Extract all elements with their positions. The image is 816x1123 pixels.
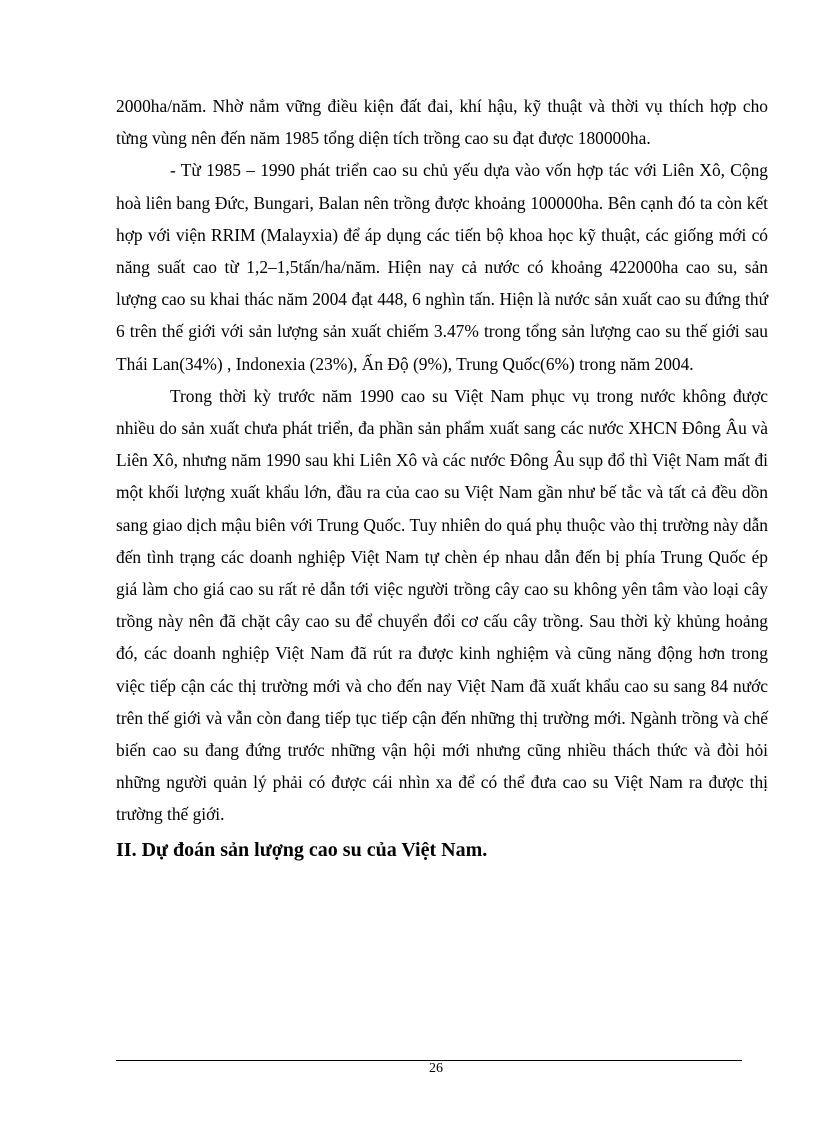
paragraph-continuation: 2000ha/năm. Nhờ nắm vững điều kiện đất đai, khí hậu, kỹ thuật và thời vụ thích hợp cho từng vùng nên đến năm 1985 tổng diện tích trồng cao su đạt được 180000ha. [116,96,768,149]
page-body [116,90,768,865]
page-number: 26 [429,1061,443,1076]
section-heading: II. Dự đoán sản lượng cao su của Việt Nam. [116,838,488,861]
paragraph-bullet-1985-1990: - Từ 1985 – 1990 phát triển cao su chủ yếu dựa vào vốn hợp tác với Liên Xô, Cộng hoà liên bang Đức, Bungari, Balan nên trồng được khoảng 100000ha. Bên cạnh đó ta còn kết hợp với viện RRIM (Malayxia) để áp dụng các tiến bộ khoa học kỹ thuật, các giống mới có năng suất cao từ 1,2–1,5tấn/ha/năm. Hiện nay cả nước có khoảng 422000ha cao su, sản lượng cao su khai thác năm 2004 đạt 448, 6 nghìn tấn. Hiện là nước sản xuất cao su đứng thứ 6 trên thế giới với sản lượng sản xuất chiếm 3.47% trong tổng sản lượng cao su thế giới sau Thái Lan(34%) , Indonexia (23%), Ấn Độ (9%), Trung Quốc(6%) trong năm 2004. [116,160,768,374]
paragraph-before-1990: Trong thời kỳ trước năm 1990 cao su Việt Nam phục vụ trong nước không được nhiều do sản xuất chưa phát triển, đa phần sản phẩm xuất sang các nước XHCN Đông Âu và Liên Xô, nhưng năm 1990 sau khi Liên Xô và các nước Đông Âu sụp đổ thì Việt Nam mất đi một khối lượng xuất khẩu lớn, đầu ra của cao su Việt Nam gần như bế tắc và tất cả đều dồn sang giao dịch mậu biên với Trung Quốc. Tuy nhiên do quá phụ thuộc vào thị trường này dẫn đến tình trạng các doanh nghiệp Việt Nam tự chèn ép nhau dẫn đến bị phía Trung Quốc ép giá làm cho giá cao su rất rẻ dẫn tới việc người trồng cây cao su không yên tâm vào loại cây trồng này nên đã chặt cây cao su để chuyển đổi cơ cấu cây trồng. Sau thời kỳ khủng hoảng đó, các doanh nghiệp Việt Nam đã rút ra được kinh nghiệm và cũng năng động hơn trong việc tiếp cận các thị trường mới và cho đến nay Việt Nam đã xuất khẩu cao su sang 84 nước trên thế giới và vẫn còn đang tiếp tục tiếp cận đến những thị trường mới. Ngành trồng và chế biến cao su đang đứng trước những vận hội mới nhưng cũng nhiều thách thức và đòi hỏi những người quản lý phải có được cái nhìn xa để có thể đưa cao su Việt Nam ra được thị trường thế giới. [116,385,768,825]
